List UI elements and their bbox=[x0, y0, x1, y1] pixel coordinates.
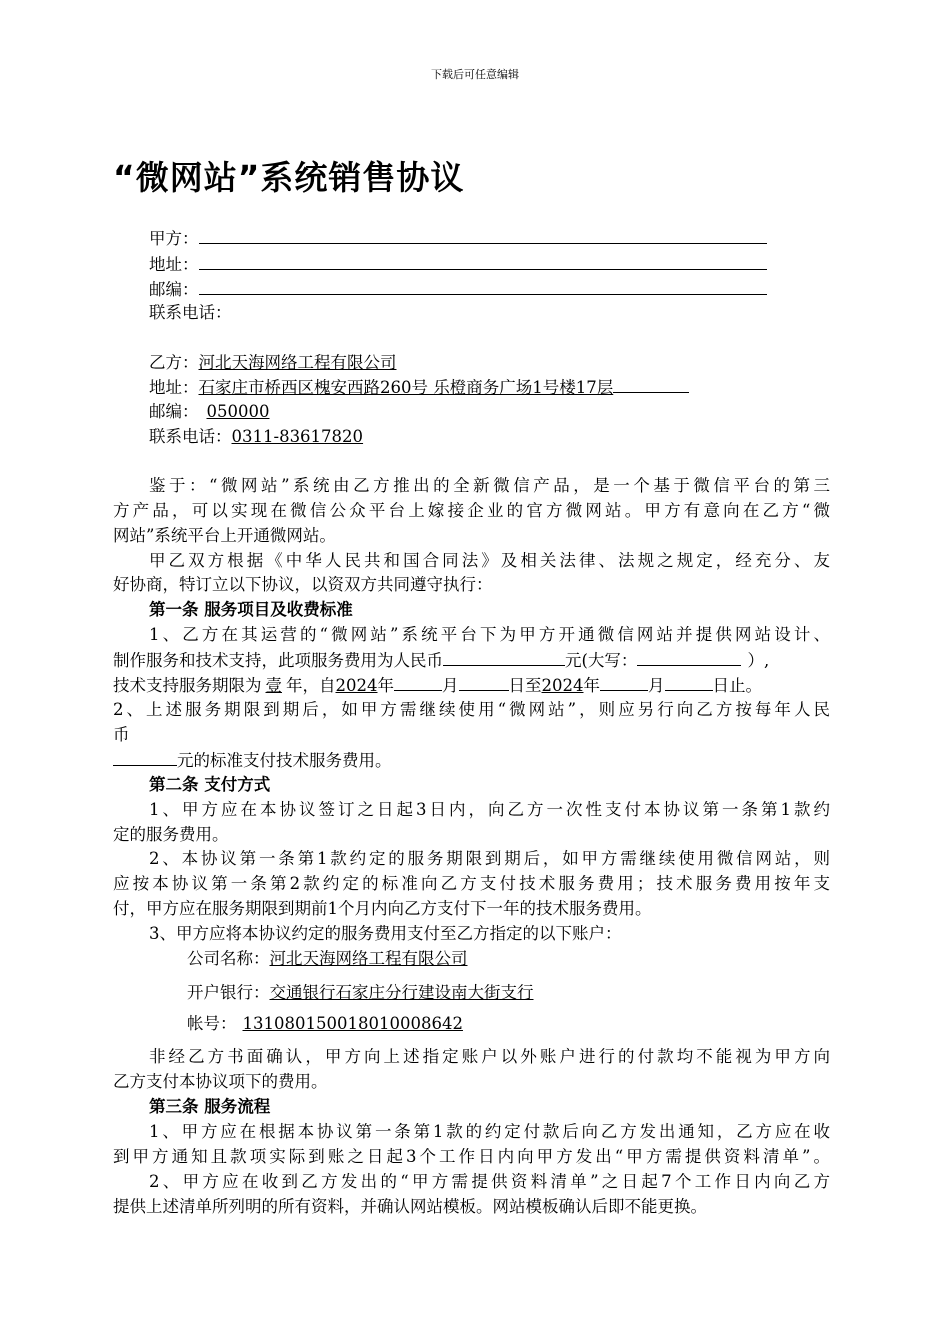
party-b-address-row bbox=[149, 375, 689, 400]
article-1-fee-row bbox=[113, 648, 769, 673]
party-b-name-row bbox=[149, 351, 397, 375]
article-1-term-row bbox=[113, 673, 762, 698]
party-a-phone-row bbox=[149, 301, 232, 325]
party-a-address-blank bbox=[199, 252, 767, 270]
term-text: 年 bbox=[377, 676, 394, 695]
preamble-line: 鉴于：“微网站”系统由乙方推出的全新微信产品，是一个基于微信平台的第三 bbox=[149, 476, 830, 495]
term-end-year: 2024 bbox=[541, 676, 584, 695]
party-b-postcode-label: 邮编： bbox=[149, 402, 199, 421]
party-b-name: 河北天海网络工程有限公司 bbox=[198, 353, 397, 372]
preamble-line: 好协商，特订立以下协议，以资双方共同遵守执行： bbox=[113, 575, 493, 594]
party-a-postcode-label: 邮编： bbox=[149, 280, 199, 299]
party-a-name-blank bbox=[199, 226, 767, 244]
preamble-line: 甲乙双方根据《中华人民共和国合同法》及相关法律、法规之规定，经充分、友 bbox=[149, 551, 830, 570]
party-a-name-row bbox=[149, 226, 767, 251]
article-3-line: 1、甲方应在根据本协议第一条第1款的约定付款后向乙方发出通知，乙方应在收 bbox=[149, 1122, 830, 1141]
term-text: 月 bbox=[648, 676, 665, 695]
account-bank-row bbox=[187, 981, 540, 1005]
party-b-phone-label: 联系电话： bbox=[149, 427, 232, 446]
account-company: 河北天海网络工程有限公司 bbox=[269, 949, 468, 968]
preamble-line: 方产品，可以实现在微信公众平台上嫁接企业的官方微网站。甲方有意向在乙方“微 bbox=[113, 501, 830, 520]
article-2-line: 3、甲方应将本协议约定的服务费用支付至乙方指定的以下账户： bbox=[149, 924, 622, 943]
account-number-label: 帐号： bbox=[187, 1014, 237, 1033]
term-start-year: 2024 bbox=[335, 676, 378, 695]
term-start-month-blank bbox=[394, 673, 442, 691]
account-bank: 交通银行石家庄分行建设南大街支行 bbox=[269, 983, 534, 1002]
party-a-phone-label: 联系电话： bbox=[149, 303, 232, 322]
renewal-text: 元的标准支付技术服务费用。 bbox=[177, 751, 392, 770]
article-3-line: 2、甲方应在收到乙方发出的“甲方需提供资料清单”之日起7个工作日内向乙方 bbox=[149, 1172, 830, 1191]
term-text: 年 bbox=[583, 676, 600, 695]
article-3-line: 到甲方通知且款项实际到账之日起3个工作日内向甲方发出“甲方需提供资料清单”。 bbox=[113, 1147, 830, 1166]
term-text: 年，自 bbox=[286, 676, 336, 695]
page-title: “微网站”系统销售协议 bbox=[113, 158, 465, 197]
term-end-day-blank bbox=[665, 673, 713, 691]
party-b-address: 石家庄市桥西区槐安西路260号 乐橙商务广场1号楼17层 bbox=[198, 378, 614, 397]
article-1-line: 2、上述服务期限到期后，如甲方需继续使用“微网站”，则应另行向乙方按每年人民 bbox=[113, 700, 830, 719]
article-2-line: 应按本协议第一条第2款约定的标准向乙方支付技术服务费用；技术服务费用按年支 bbox=[113, 874, 830, 893]
fee-text: 制作服务和技术支持，此项服务费用为人民币 bbox=[113, 651, 443, 670]
account-bank-label: 开户银行： bbox=[187, 983, 270, 1002]
article-2-line: 定的服务费用。 bbox=[113, 825, 229, 844]
account-company-row bbox=[187, 947, 474, 971]
article-1-line: 币 bbox=[113, 725, 130, 744]
article-3-line: 提供上述清单所列明的所有资料，并确认网站模板。网站模板确认后即不能更换。 bbox=[113, 1197, 707, 1216]
preamble-line: 网站”系统平台上开通微网站。 bbox=[113, 526, 336, 545]
fee-text: 元(大写： bbox=[565, 651, 638, 670]
fee-amount-blank bbox=[443, 648, 565, 666]
article-1-renewal-row bbox=[113, 748, 392, 773]
term-text: 日止。 bbox=[712, 676, 762, 695]
account-number: 131080150018010008642 bbox=[242, 1014, 463, 1033]
party-b-address-label: 地址： bbox=[149, 378, 199, 397]
term-text: 月 bbox=[442, 676, 459, 695]
fee-uppercase-blank bbox=[637, 648, 741, 666]
article-2-heading: 第二条 支付方式 bbox=[149, 775, 271, 794]
article-2-line: 付，甲方应在服务期限到期前1个月内向乙方支付下一年的技术服务费用。 bbox=[113, 899, 652, 918]
party-a-name-label: 甲方： bbox=[149, 229, 199, 248]
party-b-name-label: 乙方： bbox=[149, 353, 199, 372]
article-1-line: 1、乙方在其运营的“微网站”系统平台下为甲方开通微信网站并提供网站设计、 bbox=[149, 625, 830, 644]
article-2-line: 1、甲方应在本协议签订之日起3日内，向乙方一次性支付本协议第一条第1款约 bbox=[149, 800, 830, 819]
account-number-row bbox=[187, 1012, 467, 1036]
article-2-note: 乙方支付本协议项下的费用。 bbox=[113, 1072, 328, 1091]
party-a-address-row bbox=[149, 252, 767, 277]
term-text: 技术支持服务期限为 bbox=[113, 676, 262, 695]
party-b-address-blank bbox=[613, 375, 689, 393]
article-3-heading: 第三条 服务流程 bbox=[149, 1097, 271, 1116]
fee-text: ）, bbox=[747, 651, 770, 670]
party-a-address-label: 地址： bbox=[149, 255, 199, 274]
term-start-day-blank bbox=[459, 673, 509, 691]
account-company-label: 公司名称： bbox=[187, 949, 270, 968]
article-2-note: 非经乙方书面确认，甲方向上述指定账户以外账户进行的付款均不能视为甲方向 bbox=[149, 1047, 830, 1066]
watermark: 下载后可任意编辑 bbox=[431, 68, 519, 81]
term-years: 壹 bbox=[265, 676, 282, 695]
party-b-postcode-row bbox=[149, 400, 274, 424]
party-a-postcode-blank bbox=[199, 277, 767, 295]
article-2-line: 2、本协议第一条第1款约定的服务期限到期后，如甲方需继续使用微信网站，则 bbox=[149, 849, 830, 868]
article-1-heading: 第一条 服务项目及收费标准 bbox=[149, 600, 353, 619]
party-b-phone: 0311-83617820 bbox=[231, 427, 364, 446]
term-end-month-blank bbox=[600, 673, 648, 691]
party-b-postcode: 050000 bbox=[206, 402, 270, 421]
term-text: 日至 bbox=[508, 676, 542, 695]
party-b-phone-row bbox=[149, 425, 363, 449]
party-a-postcode-row bbox=[149, 277, 767, 302]
renewal-fee-blank bbox=[113, 748, 177, 766]
